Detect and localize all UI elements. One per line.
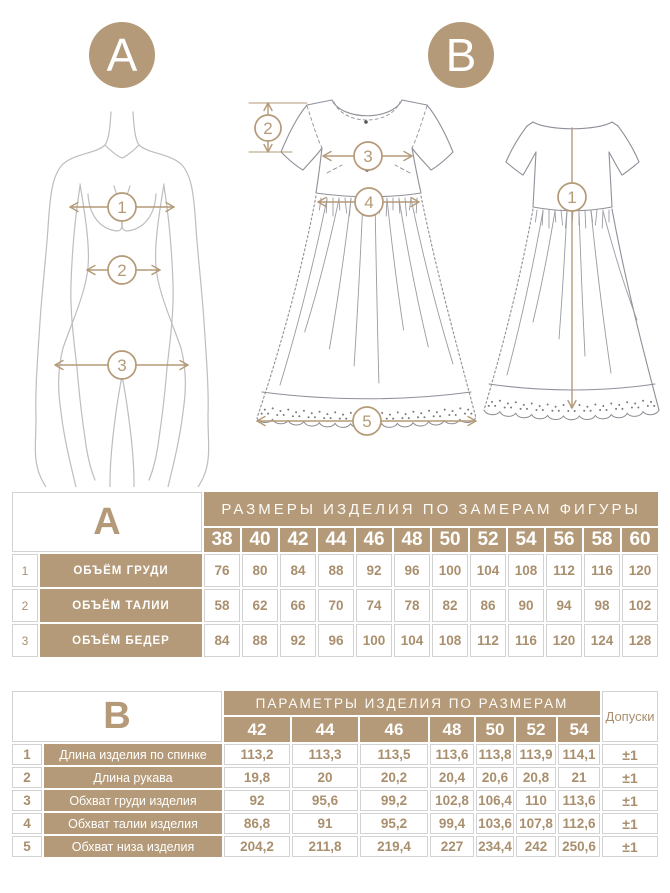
value-cell: 95,2	[360, 813, 428, 834]
table-b-title: ПАРАМЕТРЫ ИЗДЕЛИЯ ПО РАЗМЕРАМ	[224, 691, 600, 715]
value-cell: 113,3	[292, 744, 358, 765]
body-figure	[35, 112, 208, 487]
value-cell: 107,8	[516, 813, 556, 834]
value-cell: 116	[508, 624, 544, 657]
value-cell: 116	[584, 554, 620, 587]
size-column-header: 52	[470, 528, 506, 552]
value-cell: 104	[394, 624, 430, 657]
table-b-corner-letter: B	[12, 691, 222, 742]
hip-marker-number: 3	[117, 356, 127, 375]
size-column-header: 56	[546, 528, 582, 552]
value-cell: 74	[356, 589, 392, 622]
value-cell: 20,8	[516, 767, 556, 788]
value-cell: 242	[516, 836, 556, 857]
row-label-cell: Длина изделия по спинке	[44, 744, 222, 765]
row-label-cell: Обхват груди изделия	[44, 790, 222, 811]
tolerance-cell: ±1	[602, 767, 658, 788]
section-a-badge	[89, 22, 155, 88]
size-column-header: 42	[280, 528, 316, 552]
size-column-header: 44	[318, 528, 354, 552]
table-b-header-row	[12, 691, 658, 715]
value-cell: 113,9	[516, 744, 556, 765]
size-column-header: 38	[204, 528, 240, 552]
row-number-cell: 3	[12, 790, 42, 811]
value-cell: 219,4	[360, 836, 428, 857]
sleeve-length-number: 2	[263, 119, 273, 138]
value-cell: 70	[318, 589, 354, 622]
value-cell: 102	[622, 589, 658, 622]
sleeve-length-marker	[249, 103, 307, 152]
value-cell: 120	[622, 554, 658, 587]
table-row	[12, 554, 658, 587]
value-cell: 88	[318, 554, 354, 587]
value-cell: 95,6	[292, 790, 358, 811]
size-column-header: 60	[622, 528, 658, 552]
value-cell: 66	[280, 589, 316, 622]
size-column-header: 46	[356, 528, 392, 552]
value-cell: 76	[204, 554, 240, 587]
table-a-corner-letter: A	[12, 492, 202, 552]
value-cell: 234,4	[476, 836, 514, 857]
size-column-header: 40	[242, 528, 278, 552]
row-label-cell: Длина рукава	[44, 767, 222, 788]
a-badge-letter: A	[106, 29, 138, 81]
value-cell: 20,4	[430, 767, 474, 788]
value-cell: 98	[584, 589, 620, 622]
value-cell: 113,8	[476, 744, 514, 765]
value-cell: 96	[318, 624, 354, 657]
back-length-marker	[558, 128, 586, 408]
row-label-cell: Обхват низа изделия	[44, 836, 222, 857]
value-cell: 80	[242, 554, 278, 587]
table-row	[12, 813, 658, 834]
chest-width-number: 3	[363, 147, 373, 166]
back-length-number: 1	[567, 188, 577, 207]
value-cell: 114,1	[558, 744, 600, 765]
value-cell: 128	[622, 624, 658, 657]
value-cell: 204,2	[224, 836, 290, 857]
size-column-header: 50	[476, 717, 514, 742]
value-cell: 100	[432, 554, 468, 587]
hem-width-number: 5	[362, 412, 372, 431]
value-cell: 91	[292, 813, 358, 834]
value-cell: 110	[516, 790, 556, 811]
value-cell: 78	[394, 589, 430, 622]
value-cell: 113,5	[360, 744, 428, 765]
value-cell: 21	[558, 767, 600, 788]
value-cell: 84	[280, 554, 316, 587]
value-cell: 250,6	[558, 836, 600, 857]
value-cell: 58	[204, 589, 240, 622]
table-row	[12, 589, 658, 622]
row-label-cell: ОБЪЁМ БЕДЕР	[40, 624, 202, 657]
value-cell: 92	[224, 790, 290, 811]
row-number-cell: 2	[12, 767, 42, 788]
b-badge-letter: B	[445, 29, 477, 81]
tolerance-cell: ±1	[602, 836, 658, 857]
size-column-header: 44	[292, 717, 358, 742]
section-b-badge	[428, 22, 494, 88]
row-number-cell: 4	[12, 813, 42, 834]
table-row	[12, 790, 658, 811]
value-cell: 20,6	[476, 767, 514, 788]
row-label-cell: Обхват талии изделия	[44, 813, 222, 834]
tolerance-cell: ±1	[602, 744, 658, 765]
table-row	[12, 624, 658, 657]
value-cell: 100	[356, 624, 392, 657]
value-cell: 88	[242, 624, 278, 657]
value-cell: 20,2	[360, 767, 428, 788]
value-cell: 99,4	[430, 813, 474, 834]
size-column-header: 42	[224, 717, 290, 742]
value-cell: 19,8	[224, 767, 290, 788]
tolerance-cell: ±1	[602, 813, 658, 834]
value-cell: 92	[356, 554, 392, 587]
size-column-header: 58	[584, 528, 620, 552]
value-cell: 112,6	[558, 813, 600, 834]
bust-marker-number: 1	[117, 198, 127, 217]
value-cell: 112	[470, 624, 506, 657]
table-row	[12, 767, 658, 788]
value-cell: 92	[280, 624, 316, 657]
size-column-header: 50	[432, 528, 468, 552]
size-column-header: 54	[558, 717, 600, 742]
value-cell: 84	[204, 624, 240, 657]
value-cell: 86	[470, 589, 506, 622]
value-cell: 102,8	[430, 790, 474, 811]
value-cell: 94	[546, 589, 582, 622]
value-cell: 62	[242, 589, 278, 622]
value-cell: 108	[432, 624, 468, 657]
value-cell: 103,6	[476, 813, 514, 834]
value-cell: 20	[292, 767, 358, 788]
value-cell: 113,2	[224, 744, 290, 765]
size-column-header: 48	[430, 717, 474, 742]
value-cell: 124	[584, 624, 620, 657]
row-label-cell: ОБЪЁМ ГРУДИ	[40, 554, 202, 587]
value-cell: 120	[546, 624, 582, 657]
size-column-header: 52	[516, 717, 556, 742]
value-cell: 211,8	[292, 836, 358, 857]
table-garment-parameters	[10, 689, 660, 859]
front-gathers	[280, 198, 453, 385]
size-column-header: 48	[394, 528, 430, 552]
value-cell: 227	[430, 836, 474, 857]
waist-marker-number: 2	[117, 261, 127, 280]
row-label-cell: ОБЪЁМ ТАЛИИ	[40, 589, 202, 622]
tolerance-header-cell: Допуски	[602, 691, 658, 742]
value-cell: 113,6	[430, 744, 474, 765]
table-a-title: РАЗМЕРЫ ИЗДЕЛИЯ ПО ЗАМЕРАМ ФИГУРЫ	[204, 492, 658, 526]
value-cell: 104	[470, 554, 506, 587]
tolerance-cell: ±1	[602, 790, 658, 811]
row-number-cell: 3	[12, 624, 38, 657]
table-row	[12, 744, 658, 765]
value-cell: 86,8	[224, 813, 290, 834]
table-a-header-row	[12, 492, 658, 526]
row-number-cell: 5	[12, 836, 42, 857]
value-cell: 96	[394, 554, 430, 587]
row-number-cell: 1	[12, 744, 42, 765]
size-column-header: 54	[508, 528, 544, 552]
size-column-header: 46	[360, 717, 428, 742]
table-body-measurements	[10, 490, 660, 659]
value-cell: 82	[432, 589, 468, 622]
waist-width-number: 4	[364, 193, 374, 212]
row-number-cell: 2	[12, 589, 38, 622]
value-cell: 108	[508, 554, 544, 587]
value-cell: 106,4	[476, 790, 514, 811]
value-cell: 99,2	[360, 790, 428, 811]
value-cell: 113,6	[558, 790, 600, 811]
table-row	[12, 836, 658, 857]
value-cell: 112	[546, 554, 582, 587]
value-cell: 90	[508, 589, 544, 622]
row-number-cell: 1	[12, 554, 38, 587]
